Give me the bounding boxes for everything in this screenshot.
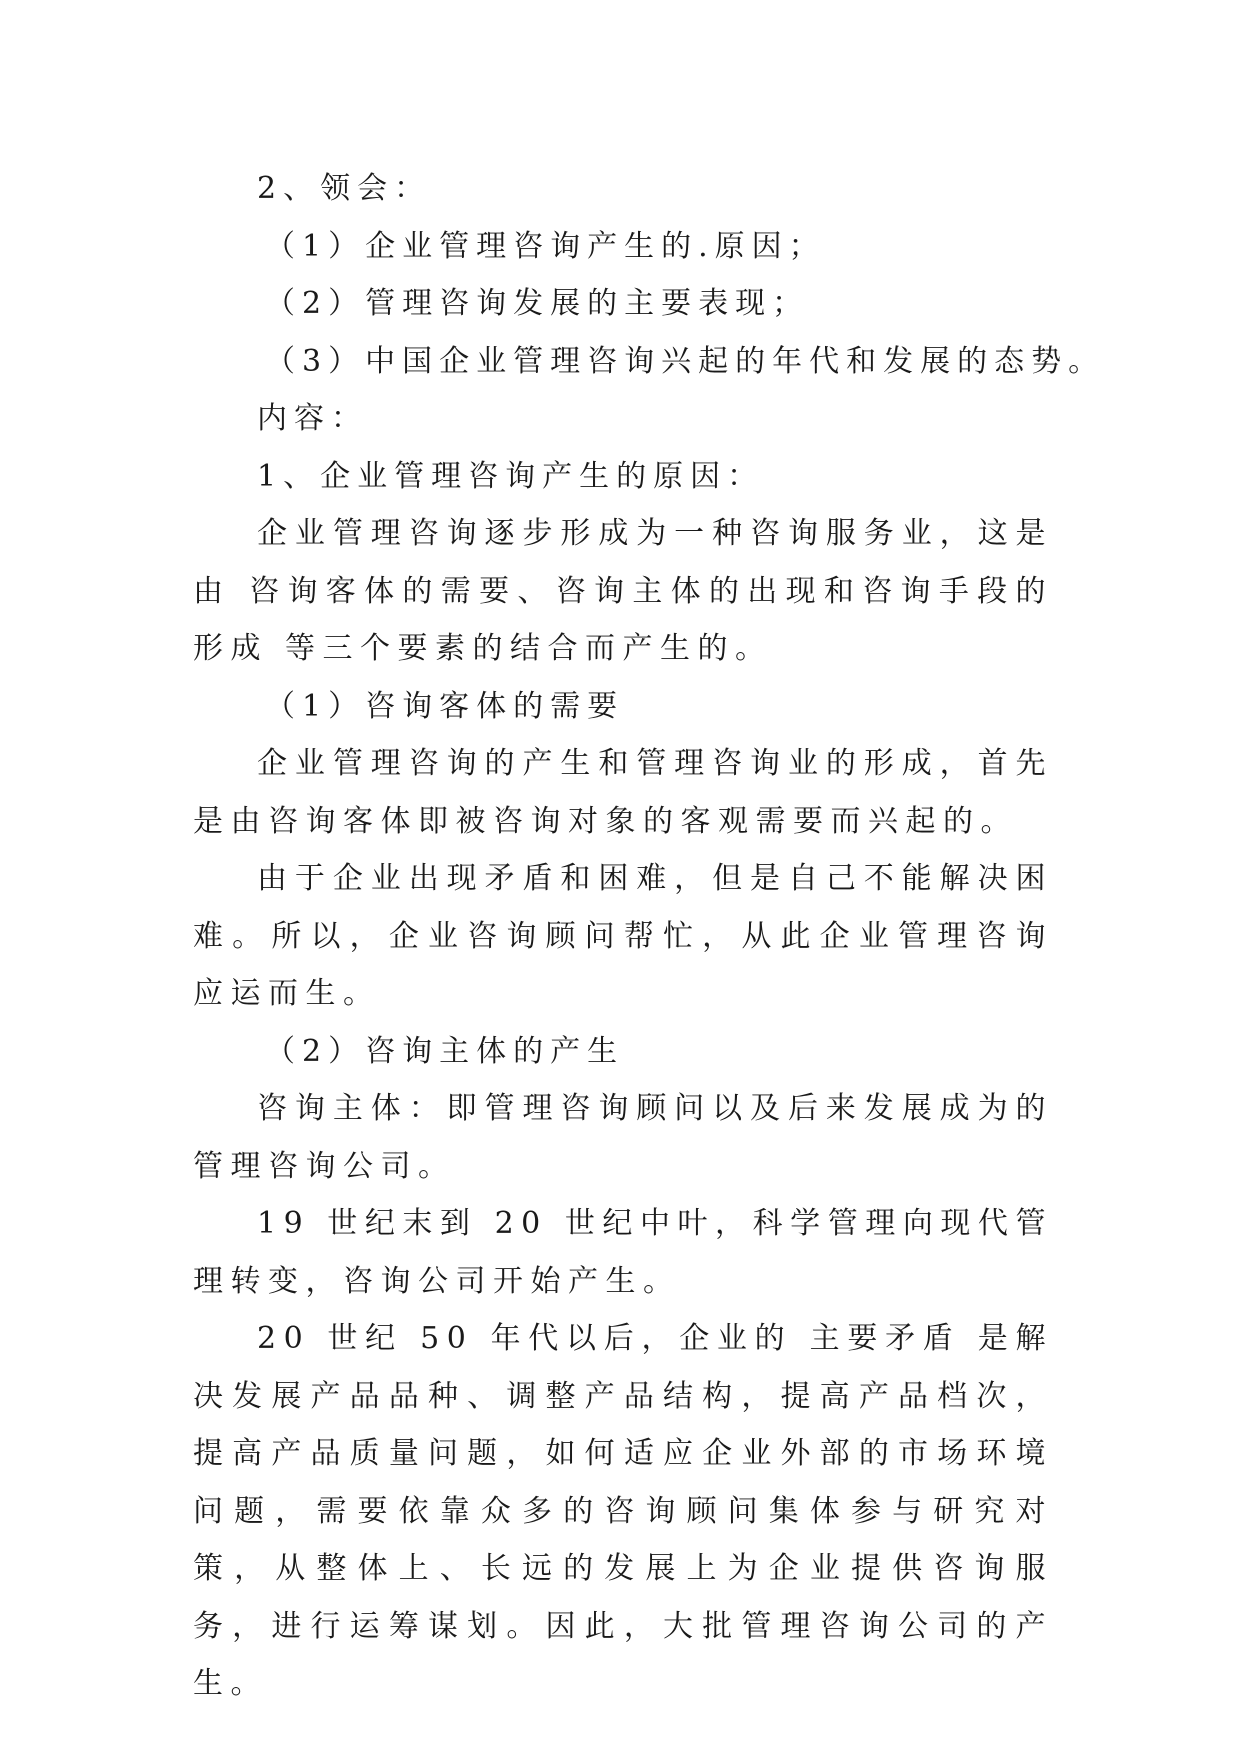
section-heading-causes: 1、企业管理咨询产生的原因：	[257, 458, 765, 494]
paragraph-client-needs: 企业管理咨询的产生和管理咨询业的形成，首先是由咨询客体即被咨询对象的客观需要而兴起的。	[193, 746, 1053, 839]
subheading-consultant-emergence: （2）咨询主体的产生	[265, 1033, 625, 1069]
heading-comprehension: 2、领会：	[257, 171, 432, 206]
list-item-3: （3）中国企业管理咨询兴起的年代和发展的态势。	[265, 343, 1106, 379]
subheading-client-needs: （1）咨询客体的需要	[265, 688, 625, 724]
paragraph-consultant-definition: 咨询主体：即管理咨询顾问以及后来发展成为的管理咨询公司。	[193, 1091, 1053, 1184]
heading-content: 内容：	[257, 401, 368, 436]
document-body	[193, 160, 1106, 1713]
paragraph-difficulties: 由于企业出现矛盾和困难，但是自己不能解决困难。所以，企业咨询顾问帮忙，从此企业管理咨询应运而生。	[193, 861, 1053, 1011]
paragraph-19th-century: 19 世纪末到 20 世纪中叶，科学管理向现代管理转变，咨询公司开始产生。	[193, 1206, 1053, 1299]
paragraph-intro: 企业管理咨询逐步形成为一种咨询服务业，这是由 咨询客体的需要、咨询主体的出现和咨询手段的形成 等三个要素的结合而产生的。	[193, 516, 1053, 666]
paragraph-1950s: 20 世纪 50 年代以后，企业的 主要矛盾 是解决发展产品品种、调整产品结构，提高产品档次，提高产品质量问题，如何适应企业外部的市场环境问题，需要依靠众多的咨询顾问集体参与研究对策，从整体上、长远的发展上为企业提供咨询服务，进行运筹谋划。因此，大批管理咨询公司的产生。	[193, 1321, 1053, 1701]
list-item-1: （1）企业管理咨询产生的.原因；	[265, 228, 826, 264]
list-item-2: （2）管理咨询发展的主要表现；	[265, 286, 810, 321]
